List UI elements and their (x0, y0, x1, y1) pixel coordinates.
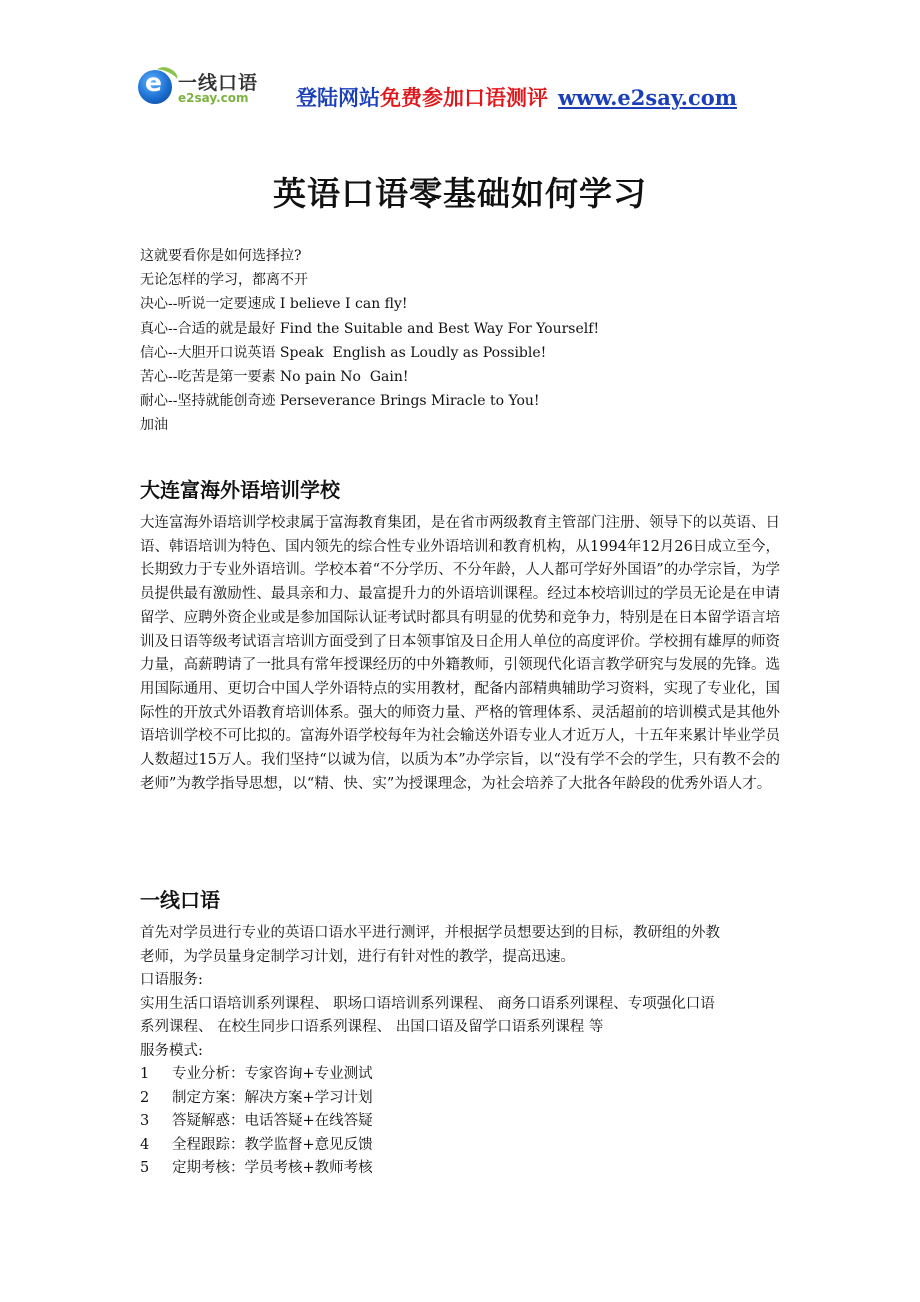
intro-line: 这就要看你是如何选择拉? (140, 248, 302, 264)
services-line: 系列课程、 在校生同步口语系列课程、 出国口语及留学口语系列课程 等 (140, 1019, 604, 1035)
intro-line: 决心--听说一定要速成 I believe I can fly! (140, 296, 408, 313)
list-item (140, 1134, 373, 1158)
list-item (140, 1110, 373, 1134)
list-item-text: 制定方案：解决方案+学习计划 (172, 1089, 373, 1106)
list-item-text: 定期考核：学员考核+教师考核 (172, 1160, 373, 1176)
intro-line: 真心--合适的就是最好 Find the Suitable and Best Way For Yourself! (140, 320, 600, 337)
promo-free-test-text: 免费参加口语测评 (380, 86, 548, 110)
logo-chinese-text: 一线口语 (178, 72, 259, 94)
e2say-description (140, 922, 790, 1063)
service-mode-list (140, 1063, 373, 1181)
mode-label: 服务模式: (140, 1042, 203, 1059)
list-item-text: 全程跟踪：教学监督+意见反馈 (172, 1136, 373, 1153)
list-item-number: 3 (140, 1113, 150, 1129)
e2say-intro-line: 老师，为学员量身定制学习计划，进行有针对性的教学，提高迅速。 (140, 948, 575, 965)
section-heading-school: 大连富海外语培训学校 (140, 478, 340, 502)
services-line: 实用生活口语培训系列课程、 职场口语培训系列课程、 商务口语系列课程、专项强化口语 (140, 995, 715, 1012)
list-item-number: 2 (140, 1089, 150, 1106)
intro-lines (140, 244, 599, 438)
list-item-text: 答疑解惑：电话答疑+在线答疑 (172, 1113, 373, 1129)
list-item (140, 1087, 373, 1111)
intro-line: 信心--大胆开口说英语 Speak English as Loudly as Possible! (140, 344, 547, 361)
page-title: 英语口语零基础如何学习 (273, 174, 647, 213)
intro-line: 加油 (140, 417, 168, 434)
intro-line: 苦心--吃苦是第一要素 No pain No Gain! (140, 369, 409, 386)
list-item-number: 4 (140, 1136, 150, 1153)
list-item (140, 1063, 373, 1087)
intro-line: 无论怎样的学习，都离不开 (140, 272, 308, 289)
e2say-intro-line: 首先对学员进行专业的英语口语水平进行测评，并根据学员想要达到的目标，教研组的外教 (140, 925, 720, 941)
list-item-text: 专业分析：专家咨询+专业测试 (172, 1066, 373, 1082)
e2say-logo[interactable] (138, 66, 268, 108)
promo-login-text: 登陆网站 (296, 86, 380, 110)
promo-url-link[interactable]: www.e2say.com (558, 85, 737, 110)
list-item-number: 5 (140, 1160, 150, 1176)
list-item (140, 1157, 373, 1181)
services-label: 口语服务: (140, 972, 203, 988)
logo-letter-icon: e (145, 68, 162, 97)
list-item-number: 1 (140, 1066, 150, 1082)
promo-banner (296, 82, 737, 112)
logo-domain-text: e2say.com (178, 91, 249, 105)
intro-line: 耐心--坚持就能创奇迹 Perseverance Brings Miracle to You! (140, 393, 540, 410)
page-header (138, 64, 778, 114)
section-heading-e2say: 一线口语 (140, 888, 220, 912)
school-description: 大连富海外语培训学校隶属于富海教育集团，是在省市两级教育主管部门注册、领导下的以英语、日语、韩语培训为特色、国内领先的综合性专业外语培训和教育机构，从1994年12月26日成立至今，长期致力于专业外语培训。学校本着“不分学历、不分年龄，人人都可学好外国语”的办学宗旨，为学员提供最有激励性、最具亲和力、最富提升力的外语培训课程。经过本校培训过的学员无论是在申请留学、应聘外资企业或是参加国际认证考试时都具有明显的优势和竞争力，特别是在日本留学语言培训及日语等级考试语言培训方面受到了日本领事馆及日企用人单位的高度评价。学校拥有雄厚的师资力量，高薪聘请了一批具有常年授课经历的中外籍教师，引领现代化语言教学研究与发展的先锋。选用国际通用、更切合中国人学外语特点的实用教材，配备内部精典辅助学习资料，实现了专业化，国际性的开放式外语教育培训体系。强大的师资力量、严格的管理体系、灵活超前的培训模式是其他外语培训学校不可比拟的。富海外语学校每年为社会输送外语专业人才近万人，十五年来累计毕业学员人数超过15万人。我们坚持“以诚为信，以质为本”办学宗旨，以“没有学不会的学生，只有教不会的老师”为教学指导思想，以“精、快、实”为授课理念，为社会培养了大批各年龄段的优秀外语人才。 (140, 515, 780, 792)
